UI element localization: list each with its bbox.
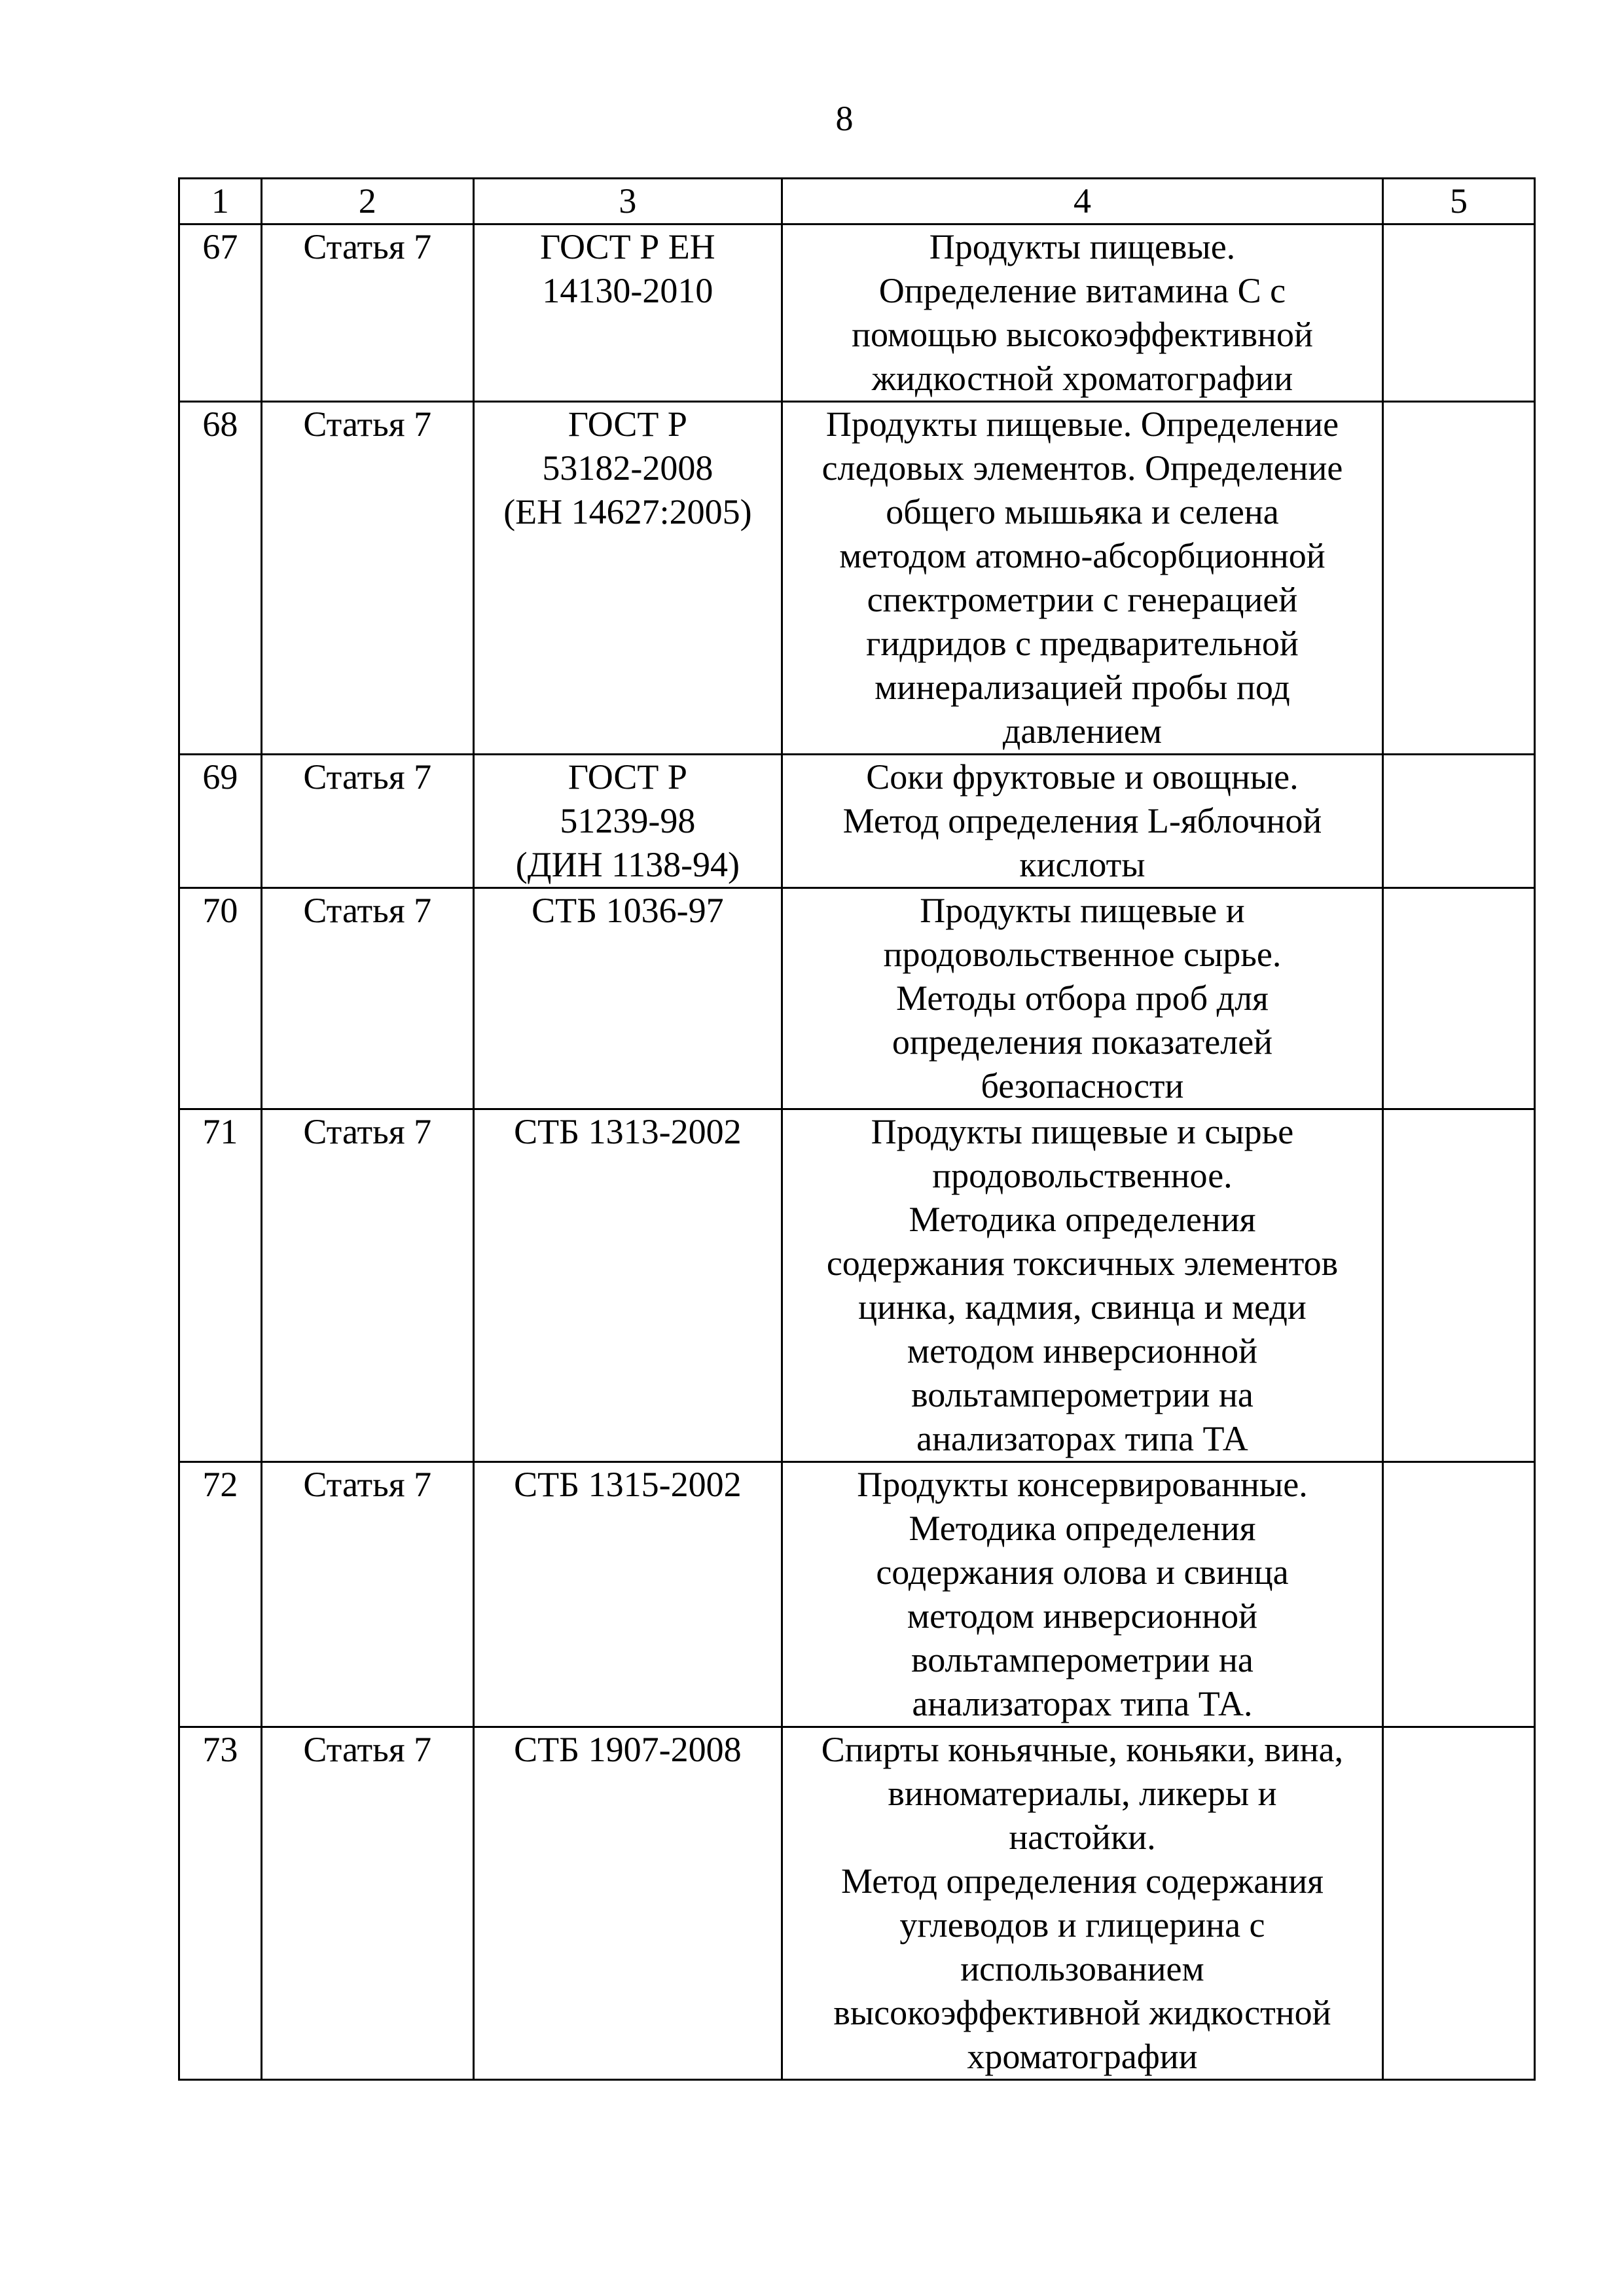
row-number: 67 xyxy=(179,224,262,402)
row-note xyxy=(1382,888,1534,1109)
column-header-1: 1 xyxy=(179,179,262,224)
row-number: 71 xyxy=(179,1109,262,1462)
row-article: Статья 7 xyxy=(261,755,473,888)
row-standard: СТБ 1907-2008 xyxy=(473,1727,782,2080)
row-standard: ГОСТ Р ЕН 14130-2010 xyxy=(473,224,782,402)
page-number: 8 xyxy=(835,99,854,138)
row-title: Спирты коньячные, коньяки, вина, виноматериалы, ликеры и настойки. Метод определения содержания углеводов и глицерина с использованием высокоэффективной жидкостной хроматографии xyxy=(782,1727,1382,2080)
table-row xyxy=(179,1727,1535,2080)
row-article: Статья 7 xyxy=(261,1462,473,1727)
row-standard: ГОСТ Р 53182-2008 (ЕН 14627:2005) xyxy=(473,402,782,755)
table-row xyxy=(179,224,1535,402)
row-standard: СТБ 1036-97 xyxy=(473,888,782,1109)
row-title: Продукты пищевые. Определение следовых элементов. Определение общего мышьяка и селена методом атомно-абсорбционной спектрометрии с генерацией гидридов с предварительной минерализацией пробы под давлением xyxy=(782,402,1382,755)
standards-table xyxy=(178,177,1536,2081)
row-number: 70 xyxy=(179,888,262,1109)
row-article: Статья 7 xyxy=(261,402,473,755)
row-note xyxy=(1382,1727,1534,2080)
row-number: 72 xyxy=(179,1462,262,1727)
column-header-2: 2 xyxy=(261,179,473,224)
row-title: Продукты пищевые и сырье продовольственное. Методика определения содержания токсичных элементов цинка, кадмия, свинца и меди методом инверсионной вольтамперометрии на анализаторах типа ТА xyxy=(782,1109,1382,1462)
row-article: Статья 7 xyxy=(261,1109,473,1462)
table-row xyxy=(179,1462,1535,1727)
row-number: 69 xyxy=(179,755,262,888)
row-article: Статья 7 xyxy=(261,224,473,402)
column-header-5: 5 xyxy=(1382,179,1534,224)
table-row xyxy=(179,402,1535,755)
row-standard: СТБ 1313-2002 xyxy=(473,1109,782,1462)
row-title: Соки фруктовые и овощные. Метод определения L-яблочной кислоты xyxy=(782,755,1382,888)
row-note xyxy=(1382,1109,1534,1462)
row-note xyxy=(1382,1462,1534,1727)
table-row xyxy=(179,1109,1535,1462)
row-title: Продукты консервированные. Методика определения содержания олова и свинца методом инверсионной вольтамперометрии на анализаторах типа ТА. xyxy=(782,1462,1382,1727)
column-header-3: 3 xyxy=(473,179,782,224)
row-title: Продукты пищевые и продовольственное сырье. Методы отбора проб для определения показателей безопасности xyxy=(782,888,1382,1109)
column-header-4: 4 xyxy=(782,179,1382,224)
row-note xyxy=(1382,755,1534,888)
row-article: Статья 7 xyxy=(261,888,473,1109)
row-article: Статья 7 xyxy=(261,1727,473,2080)
row-standard: СТБ 1315-2002 xyxy=(473,1462,782,1727)
table-row xyxy=(179,755,1535,888)
row-number: 73 xyxy=(179,1727,262,2080)
row-number: 68 xyxy=(179,402,262,755)
row-note xyxy=(1382,402,1534,755)
table-header-row xyxy=(179,179,1535,224)
row-standard: ГОСТ Р 51239-98 (ДИН 1138-94) xyxy=(473,755,782,888)
row-note xyxy=(1382,224,1534,402)
row-title: Продукты пищевые. Определение витамина С с помощью высокоэффективной жидкостной хроматографии xyxy=(782,224,1382,402)
table-row xyxy=(179,888,1535,1109)
